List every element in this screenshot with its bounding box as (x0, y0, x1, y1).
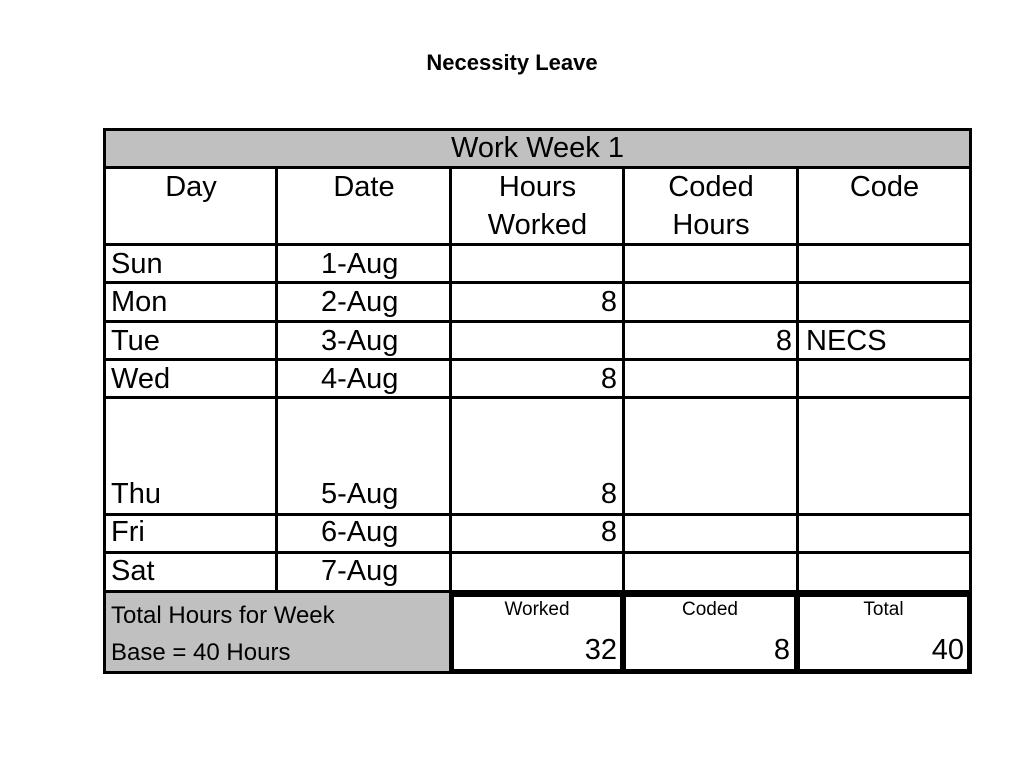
worked-total-value: 32 (584, 634, 617, 666)
cell-date: 6-Aug (321, 516, 399, 548)
grand-total-value: 40 (931, 634, 964, 666)
header-date: Date (333, 171, 395, 203)
week-title: Work Week 1 (451, 132, 624, 164)
cell-date: 5-Aug (321, 478, 399, 510)
totals-box-border (449, 592, 972, 597)
row-line (103, 281, 972, 284)
cell-day: Fri (111, 516, 145, 548)
totals-box-border (967, 592, 972, 674)
cell-date: 1-Aug (321, 248, 399, 280)
row-line (103, 396, 972, 399)
totals-label: Total Hours for Week (111, 602, 335, 629)
grand-total-label: Total (863, 599, 904, 620)
header-hours-worked: Worked (487, 209, 588, 241)
row-line (103, 320, 972, 323)
header-day: Day (165, 171, 217, 203)
cell-coded-hours: 8 (775, 325, 792, 357)
header-hours-worked: Hours (498, 171, 577, 203)
row-line (103, 513, 972, 516)
coded-total-label: Coded (682, 599, 738, 620)
header-code: Code (849, 171, 920, 203)
header-coded-hours: Hours (672, 209, 750, 241)
row-line (103, 358, 972, 361)
cell-date: 2-Aug (321, 286, 399, 318)
base-hours-label: Base = 40 Hours (111, 639, 291, 666)
cell-date: 4-Aug (321, 363, 399, 395)
col-line (275, 166, 278, 593)
coded-total-value: 8 (773, 634, 790, 666)
cell-code: NECS (806, 325, 887, 357)
cell-day: Sat (111, 555, 155, 587)
totals-box-border (449, 669, 972, 674)
cell-day: Mon (111, 286, 168, 318)
cell-hours-worked: 8 (600, 286, 617, 318)
cell-hours-worked: 8 (600, 363, 617, 395)
row-line (103, 243, 972, 246)
header-coded-hours: Coded (668, 171, 754, 203)
cell-day: Wed (111, 363, 171, 395)
cell-day: Sun (111, 248, 163, 280)
cell-hours-worked: 8 (600, 478, 617, 510)
timesheet-table (103, 128, 972, 674)
document-title: Necessity Leave (426, 50, 598, 75)
row-line (103, 166, 972, 169)
cell-day: Tue (111, 325, 160, 357)
worked-total-label: Worked (504, 599, 570, 620)
cell-date: 3-Aug (321, 325, 399, 357)
border-top (103, 128, 972, 131)
cell-hours-worked: 8 (600, 516, 617, 548)
row-line (103, 551, 972, 554)
cell-date: 7-Aug (321, 555, 399, 587)
cell-day: Thu (111, 478, 161, 510)
